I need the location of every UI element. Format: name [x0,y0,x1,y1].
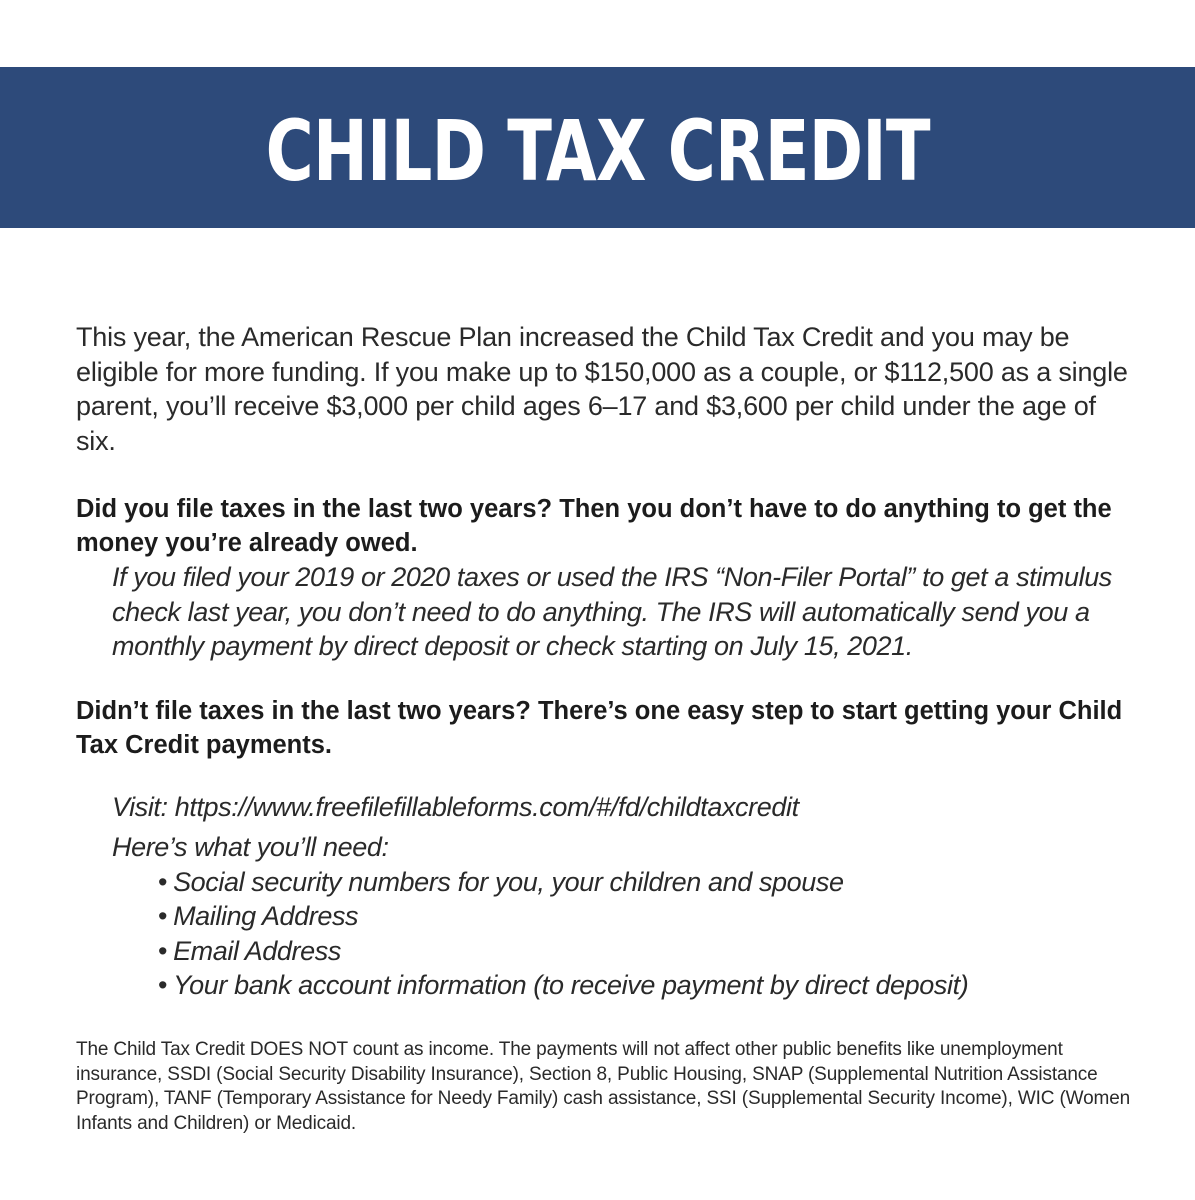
bullet-icon: • [158,901,168,931]
filed-taxes-paragraph: If you filed your 2019 or 2020 taxes or used the IRS “Non-Filer Portal” to get a stimulus check last year, you don’t need to do anything. The IRS will automatically send you a monthly payment by direct deposit or check starting on July 15, 2021. [112,562,1112,661]
not-filed-heading: Didn’t file taxes in the last two years? There’s one easy step to start getting your Child Tax Credit payments. [76,696,1123,759]
bullet-icon: • [158,866,168,897]
visit-link-text: Visit: https://www.freefilefillableforms.com/#/fd/childtaxcredit [112,791,799,822]
list-item: • Email Address [158,935,341,966]
filed-taxes-heading: Did you file taxes in the last two years? Then you don’t have to do anything to get the money you’re already owed. [76,495,1112,557]
needs-list [76,865,1136,1003]
bullet-icon: • [158,970,168,1000]
intro-paragraph: This year, the American Rescue Plan increased the Child Tax Credit and you may be eligible for more funding. If you make up to $150,000 as a couple, or $112,500 as a single parent, you’ll receive $3,000 per child ages 6–17 and $3,600 per child under the age of six. [76,322,1128,456]
list-item: • Social security numbers for you, your children and spouse [158,866,844,897]
needs-label: Here’s what you’ll need: [112,832,389,862]
title-banner [0,67,1195,228]
bullet-icon: • [158,935,168,966]
main-content [76,320,1136,1003]
list-item: • Mailing Address [158,901,359,931]
footnote: The Child Tax Credit DOES NOT count as income. The payments will not affect other public benefits like unemployment insurance, SSDI (Social Security Disability Insurance), Section 8, Public Housing, SNAP (Supplemental Nutrition Assistance Program), TANF (Temporary Assistance for Needy Family) cash assistance, SSI (Supplemental Security Income), WIC (Women Infants and Children) or Medicaid. [76,1039,1131,1134]
list-item: • Your bank account information (to receive payment by direct deposit) [158,970,969,1000]
page-title: CHILD TAX CREDIT [265,101,930,200]
